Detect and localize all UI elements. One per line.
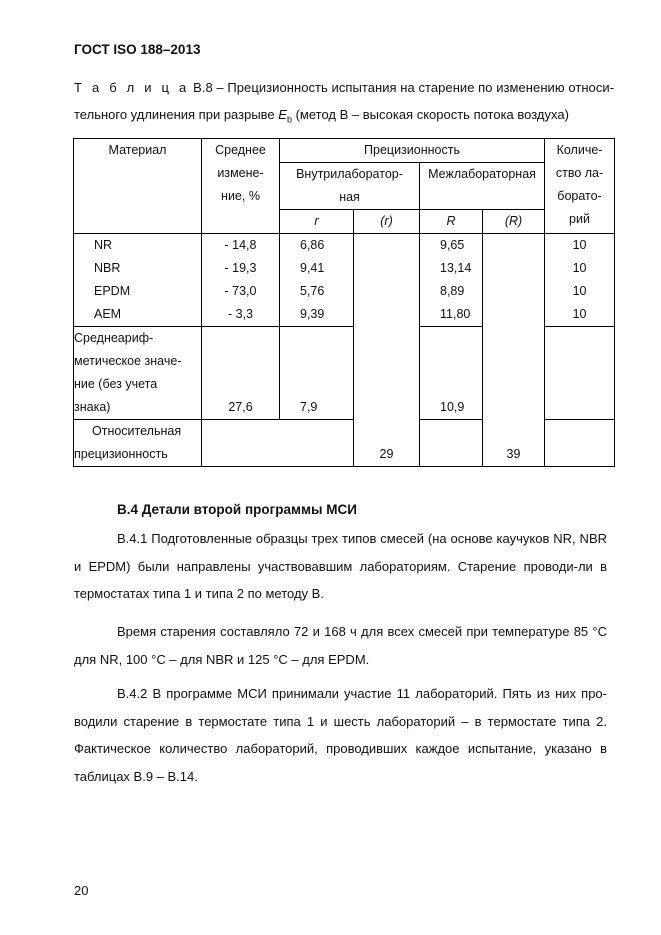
header-row-1: [74, 139, 615, 163]
standard-header: ГОСТ ISO 188–2013: [74, 42, 201, 57]
precision-table: [73, 138, 615, 467]
caption-symbol-sub: b: [286, 114, 292, 125]
cell-change: - 14,8: [202, 234, 280, 258]
header-r: r: [280, 210, 354, 234]
table-caption-line2: [74, 107, 569, 125]
header-R-paren: (R): [483, 210, 545, 234]
cell-relative-label: Относительная прецизионность: [74, 420, 202, 467]
table-row-nr: [74, 234, 615, 258]
caption-label: Т а б л и ц а: [74, 80, 190, 95]
cell-relative-empty-2: [420, 420, 483, 467]
header-labs: Количе- ство ла- борато- рий: [545, 139, 615, 234]
cell-r: 5,76: [280, 280, 354, 303]
cell-material: EPDM: [74, 280, 202, 303]
table-row-relative: [74, 420, 615, 467]
paragraph-1: В.4.1 Подготовленные образцы трех типов смесей (на основе каучуков NR, NBR и EPDM) были направлены участвовавшим лабораториям. Старение проводи-ли в термостатах типа 1 и типа 2 по методу В.: [74, 531, 607, 601]
cell-r-paren-empty: [354, 234, 420, 420]
page-number: 20: [74, 883, 89, 898]
cell-R-paren-empty: [483, 234, 545, 420]
cell-material: NBR: [74, 257, 202, 280]
cell-relative-empty-3: [545, 420, 615, 467]
cell-change: - 73,0: [202, 280, 280, 303]
caption-text-2b: (метод В – высокая скорость потока воздуха): [291, 107, 569, 122]
header-between: Межлабораторная: [420, 163, 545, 210]
caption-number: В.8: [193, 80, 213, 95]
cell-mean-change: 27,6: [202, 327, 280, 420]
table-caption-line1: [74, 80, 614, 95]
cell-labs: 10: [545, 257, 615, 280]
cell-labs: 10: [545, 234, 615, 258]
header-material: Материал: [74, 139, 202, 234]
cell-material: NR: [74, 234, 202, 258]
cell-mean-r: 7,9: [280, 327, 354, 420]
cell-relative-R-paren: 39: [483, 420, 545, 467]
cell-R: 13,14: [420, 257, 483, 280]
cell-change: - 3,3: [202, 303, 280, 327]
paragraph-3: В.4.2 В программе МСИ принимали участие 11 лабораторий. Пять из них про-водили старение в термостате типа 1 и шесть лабораторий – в термостате типа 2. Фактическое количество лабораторий, проводивших каждое испытание, указано в таблицах В.9 – В.14.: [74, 686, 607, 784]
cell-r: 9,41: [280, 257, 354, 280]
header-r-paren: (r): [354, 210, 420, 234]
header-R: R: [420, 210, 483, 234]
caption-symbol: E: [278, 107, 287, 122]
cell-r: 6,86: [280, 234, 354, 258]
cell-mean-labs-empty: [545, 327, 615, 420]
cell-relative-empty-1: [202, 420, 354, 467]
cell-r: 9,39: [280, 303, 354, 327]
cell-mean-R: 10,9: [420, 327, 483, 420]
header-mean-change: Среднее измене- ние, %: [202, 139, 280, 234]
cell-relative-r-paren: 29: [354, 420, 420, 467]
cell-labs: 10: [545, 303, 615, 327]
cell-mean-label: Среднеариф- метическое значе- ние (без учета знака): [74, 327, 202, 420]
cell-R: 11,80: [420, 303, 483, 327]
cell-labs: 10: [545, 280, 615, 303]
header-within: Внутрилаборатор- ная: [280, 163, 420, 210]
cell-material: AEM: [74, 303, 202, 327]
cell-change: - 19,3: [202, 257, 280, 280]
cell-R: 9,65: [420, 234, 483, 258]
cell-R: 8,89: [420, 280, 483, 303]
section-heading: В.4 Детали второй программы МСИ: [117, 502, 357, 517]
caption-text-2a: тельного удлинения при разрыве: [74, 107, 279, 122]
paragraph-2: Время старения составляло 72 и 168 ч для всех смесей при температуре 85 °С для NR, 100 °С – для NBR и 125 °С – для EPDM.: [74, 624, 607, 667]
caption-text-1: – Прецизионность испытания на старение по изменению относи-: [212, 80, 615, 95]
header-precision: Прецизионность: [280, 139, 545, 163]
